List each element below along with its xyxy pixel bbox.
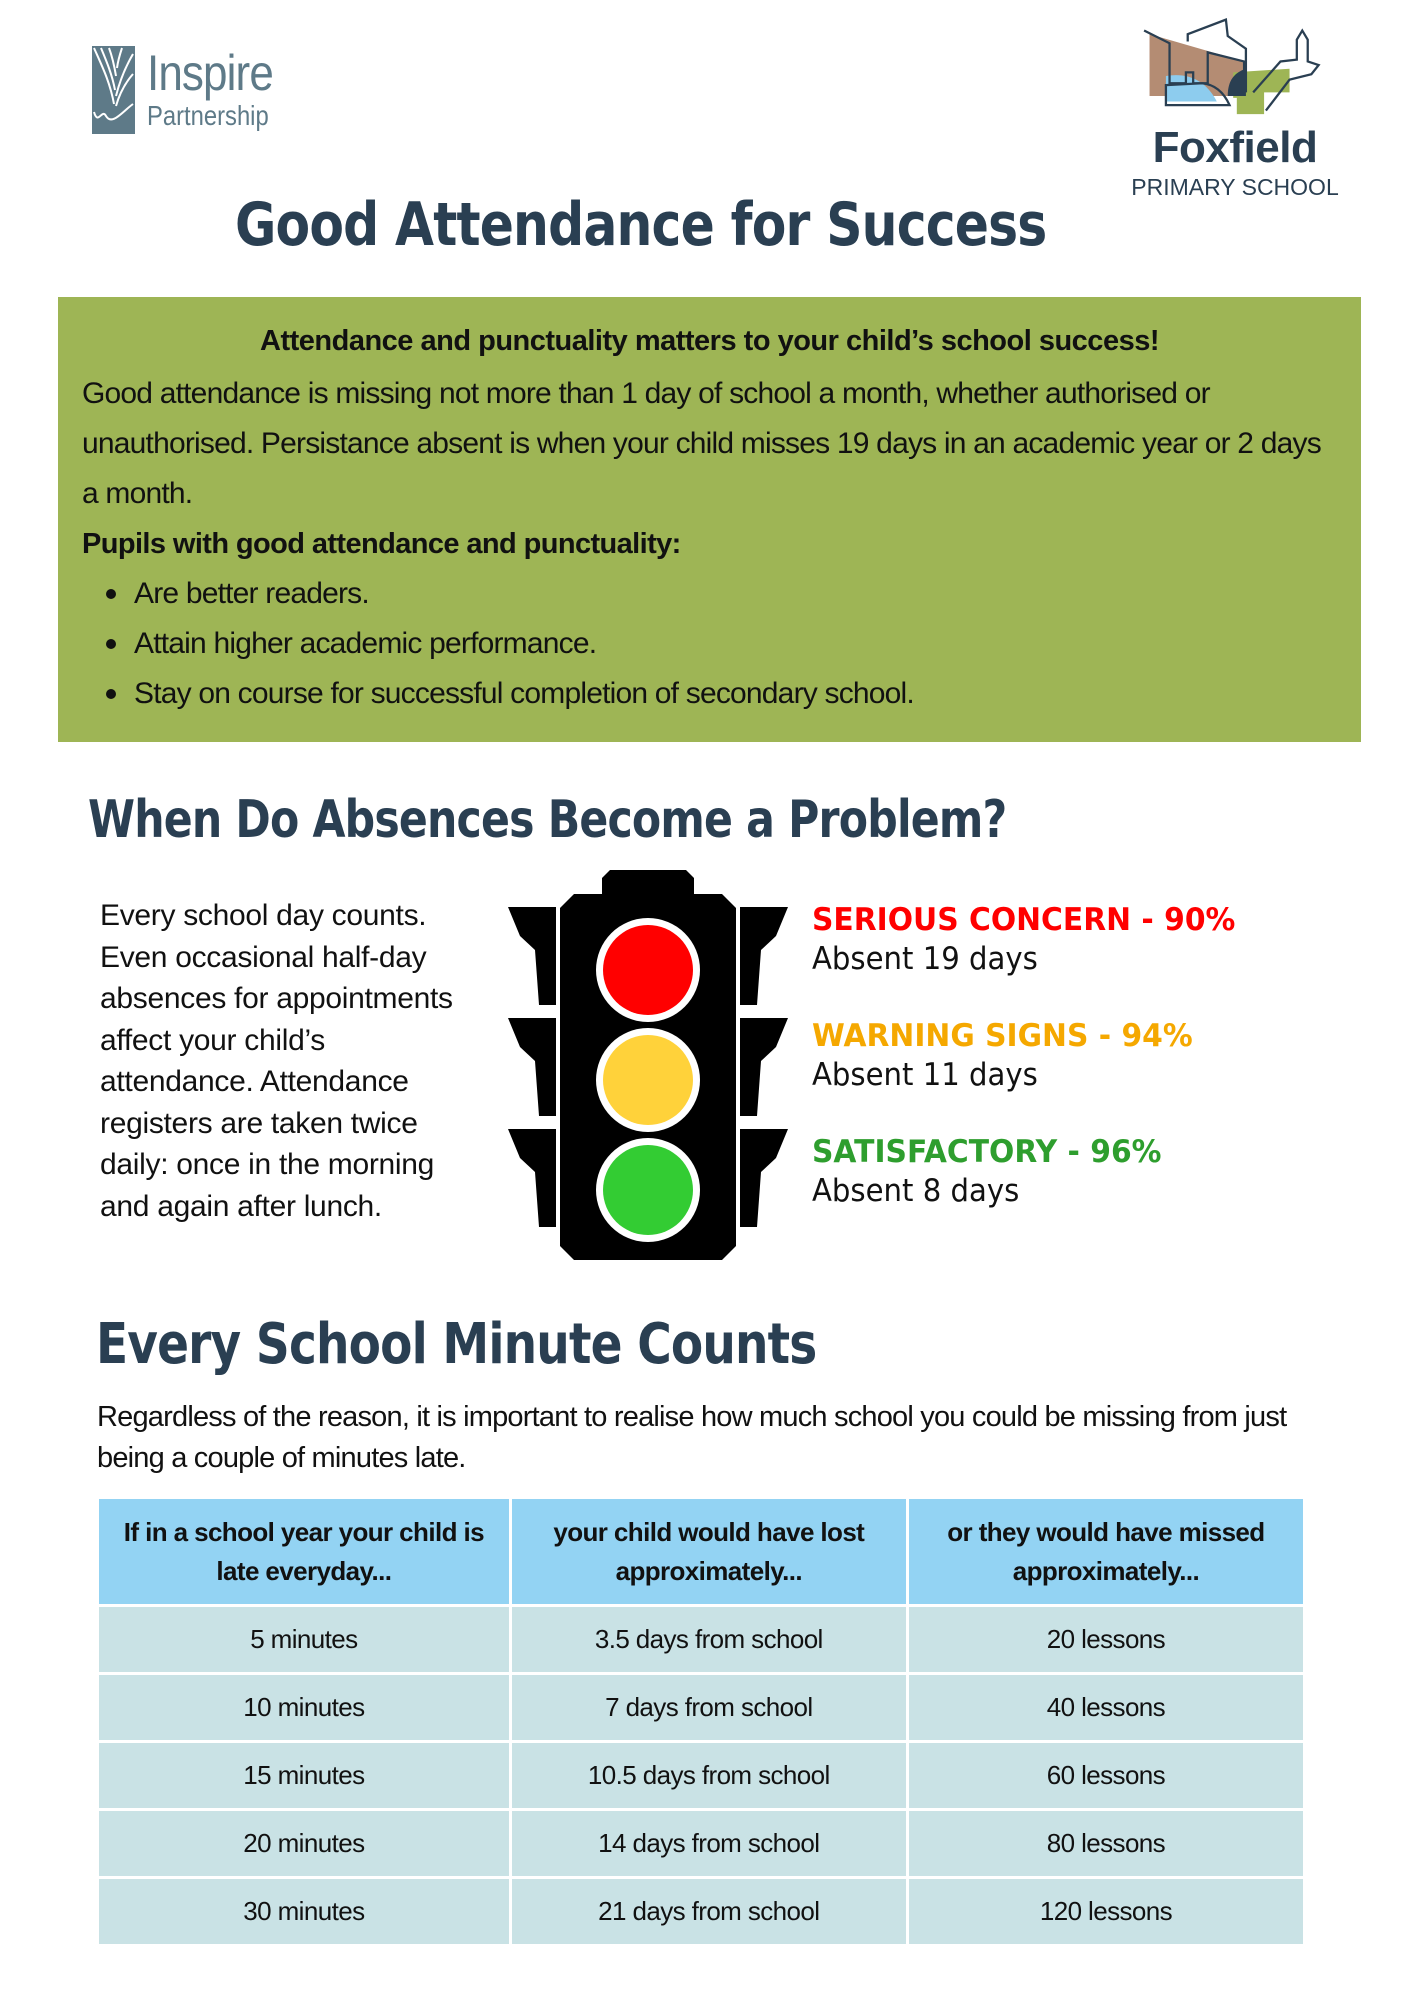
table-cell: 14 days from school (510, 1810, 907, 1878)
level-satisfactory (812, 1132, 1253, 1210)
level-detail: Absent 19 days (812, 941, 1038, 977)
table-cell: 20 minutes (98, 1810, 511, 1878)
table-cell: 60 lessons (907, 1742, 1304, 1810)
list-item (106, 619, 1337, 669)
table-row (98, 1606, 1305, 1674)
table-row (98, 1674, 1305, 1742)
red-light (603, 925, 693, 1015)
minutes-intro: Regardless of the reason, it is important to realise how much school you could be missing from just being a couple of minutes late. (97, 1401, 1287, 1474)
inspire-partnership-logo (92, 46, 290, 136)
column-header: or they would have missed approximately... (907, 1498, 1304, 1606)
table-cell: 7 days from school (510, 1674, 907, 1742)
list-item-text: Attain higher academic performance. (134, 627, 597, 660)
table-cell: 10.5 days from school (510, 1742, 907, 1810)
list-item (106, 569, 1337, 619)
amber-light (603, 1035, 693, 1125)
table-cell: 40 lessons (907, 1674, 1304, 1742)
column-header: If in a school year your child is late everyday... (98, 1498, 511, 1606)
table-row (98, 1742, 1305, 1810)
level-warning-signs (812, 1016, 1253, 1094)
table-cell: 30 minutes (98, 1878, 511, 1946)
absences-heading: When Do Absences Become a Problem? (88, 790, 1007, 850)
table-row (98, 1878, 1305, 1946)
intro-body: Good attendance is missing not more than 1 day of school a month, whether authorised or unauthorised. Persistance absent is when your child misses 19 days in an academic year or 2 days a month. (82, 377, 1321, 510)
column-header: your child would have lost approximately... (510, 1498, 907, 1606)
intro-subheading: Pupils with good attendance and punctuality: (82, 528, 681, 560)
tree-logo-icon (92, 46, 135, 136)
green-light (603, 1145, 693, 1235)
bullet-icon (106, 589, 116, 599)
table-cell: 20 lessons (907, 1606, 1304, 1674)
intro-lead: Attendance and punctuality matters to your child’s school success! (260, 325, 1159, 357)
intro-info-box (58, 297, 1361, 742)
level-serious-concern (812, 900, 1253, 978)
partner-logo-name: Inspire (147, 45, 273, 101)
school-building-icon (1135, 16, 1335, 116)
table-cell: 10 minutes (98, 1674, 511, 1742)
level-detail: Absent 11 days (812, 1057, 1038, 1093)
table-cell: 3.5 days from school (510, 1606, 907, 1674)
level-title: WARNING SIGNS - 94% (812, 1018, 1193, 1054)
table-row (98, 1810, 1305, 1878)
table-cell: 21 days from school (510, 1878, 907, 1946)
school-logo-sub: PRIMARY SCHOOL (1131, 174, 1339, 200)
minutes-heading: Every School Minute Counts (96, 1312, 817, 1377)
lateness-table (96, 1496, 1306, 1947)
absences-text: Every school day counts. Even occasional half-day absences for appointments affect your child’s attendance. Attendance registers are taken twice daily: once in the morning and again after lunch. (100, 899, 453, 1223)
page-title: Good Attendance for Success (235, 190, 1047, 260)
level-detail: Absent 8 days (812, 1173, 1020, 1209)
school-logo-name: Foxfield (1152, 123, 1318, 172)
list-item (106, 669, 1337, 719)
list-item-text: Are better readers. (134, 577, 369, 610)
attendance-levels (812, 900, 1253, 1248)
benefits-list (106, 569, 1337, 719)
partner-logo-sub: Partnership (147, 100, 269, 131)
table-cell: 5 minutes (98, 1606, 511, 1674)
bullet-icon (106, 639, 116, 649)
traffic-light-icon (508, 870, 788, 1260)
table-cell: 120 lessons (907, 1878, 1304, 1946)
table-cell: 80 lessons (907, 1810, 1304, 1878)
level-title: SERIOUS CONCERN - 90% (812, 902, 1236, 938)
table-header-row (98, 1498, 1305, 1606)
list-item-text: Stay on course for successful completion of secondary school. (134, 677, 914, 710)
foxfield-school-logo (1110, 16, 1360, 201)
bullet-icon (106, 689, 116, 699)
level-title: SATISFACTORY - 96% (812, 1134, 1162, 1170)
table-cell: 15 minutes (98, 1742, 511, 1810)
